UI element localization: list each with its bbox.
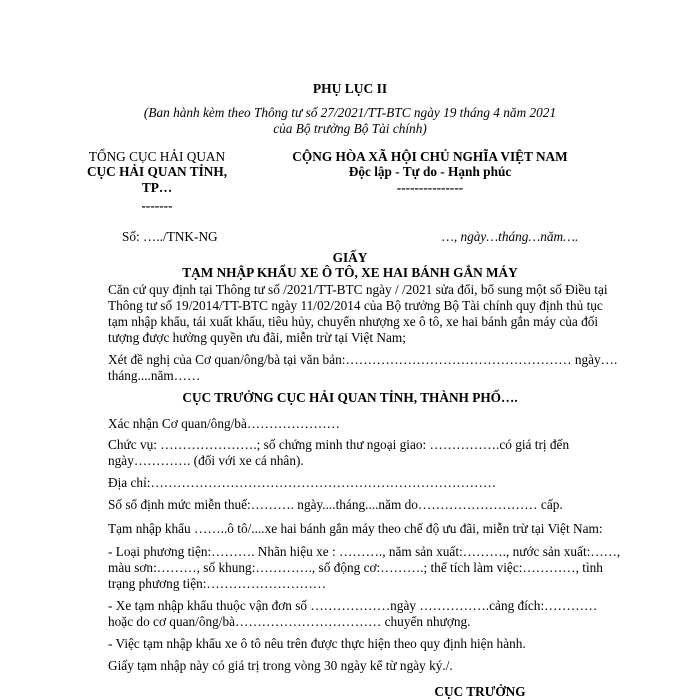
- basis-line-1: Căn cứ quy định tại Thông tư số /2021/TT-BTC ngày / /2021 sửa đổi, bổ sung một số Điều tại: [108, 282, 608, 297]
- national-motto: Độc lập - Tự do - Hạnh phúc: [348, 164, 512, 179]
- national-divider: ---------------: [396, 180, 464, 195]
- basis-line-2: Thông tư số 19/2014/TT-BTC ngày 11/02/2014 của Bộ trưởng Bộ Tài chính quy định thủ tục: [108, 298, 603, 313]
- quota-line: Số sổ định mức miễn thuế:………. ngày....tháng....năm do……………………… cấp.: [108, 497, 563, 512]
- bill-line-1: - Xe tạm nhập khẩu thuộc vận đơn số ………………ngày …………….cảng đích:…………: [108, 598, 598, 613]
- appendix-title: PHỤ LỤC II: [312, 81, 388, 96]
- agency-divider: -------: [141, 198, 173, 213]
- national-title: CỘNG HÒA XÃ HỘI CHỦ NGHĨA VIỆT NAM: [292, 149, 568, 164]
- vehicle-line-1: - Loại phương tiện:………. Nhãn hiệu xe : ………., năm sản xuất:………., nước sản xuất:……,: [108, 544, 621, 559]
- director-heading: CỤC TRƯỞNG CỤC HẢI QUAN TỈNH, THÀNH PHỐ….: [182, 390, 518, 405]
- agency-name: CỤC HẢI QUAN TỈNH,: [86, 164, 228, 179]
- consider-line-1: Xét đề nghị của Cơ quan/ông/bà tại văn bản:…………………………………………… ngày….: [108, 352, 618, 367]
- vehicle-line-2: màu sơn:………, số khung:…………., số động cơ:……….; thể tích làm việc:…………, tình: [108, 560, 603, 575]
- execution-line: - Việc tạm nhập khẩu xe ô tô nêu trên được thực hiện theo quy định hiện hành.: [108, 636, 526, 651]
- bill-line-2: hoặc do cơ quan/ông/bà…………………………… chuyển nhượng.: [108, 614, 471, 629]
- agency-parent: TỔNG CỤC HẢI QUAN: [88, 149, 226, 164]
- vehicle-line-3: trạng phương tiện:………………………: [108, 576, 327, 591]
- basis-line-4: tượng được hưởng quyền ưu đãi, miễn trừ tại Việt Nam;: [108, 330, 406, 345]
- consider-line-2: tháng....năm……: [108, 368, 201, 383]
- document-number: Số: …../TNK-NG: [122, 229, 218, 244]
- agency-name-cont: TP…: [141, 180, 173, 195]
- document-date: …, ngày…tháng…năm….: [442, 229, 579, 244]
- address-line: Địa chỉ:……………………………………………………………………: [108, 475, 497, 490]
- confirm-line: Xác nhận Cơ quan/ông/bà…………………: [108, 416, 340, 431]
- document-title: GIẤY: [332, 250, 368, 265]
- import-line: Tạm nhập khẩu ……..ô tô/....xe hai bánh gắn máy theo chế độ ưu đãi, miễn trừ tại Việt Nam:: [108, 521, 603, 536]
- signature-title: CỤC TRƯỞNG: [434, 684, 526, 699]
- position-line-1: Chức vụ: ………………….; số chứng minh thư ngoại giao: …………….có giá trị đến: [108, 437, 570, 452]
- basis-line-3: tạm nhập khẩu, tái xuất khẩu, tiêu hủy, chuyển nhượng xe ô tô, xe hai bánh gắn máy của đối: [108, 314, 599, 329]
- position-line-2: ngày…………. (đối với xe cá nhân).: [108, 453, 304, 468]
- validity-line: Giấy tạm nhập này có giá trị trong vòng 30 ngày kể từ ngày ký./.: [108, 658, 453, 673]
- document-subtitle: TẠM NHẬP KHẨU XE Ô TÔ, XE HAI BÁNH GẮN MÁY: [182, 265, 518, 280]
- issuance-line-2: của Bộ trưởng Bộ Tài chính): [273, 121, 427, 136]
- issuance-line-1: (Ban hành kèm theo Thông tư số 27/2021/TT-BTC ngày 19 tháng 4 năm 2021: [143, 105, 557, 120]
